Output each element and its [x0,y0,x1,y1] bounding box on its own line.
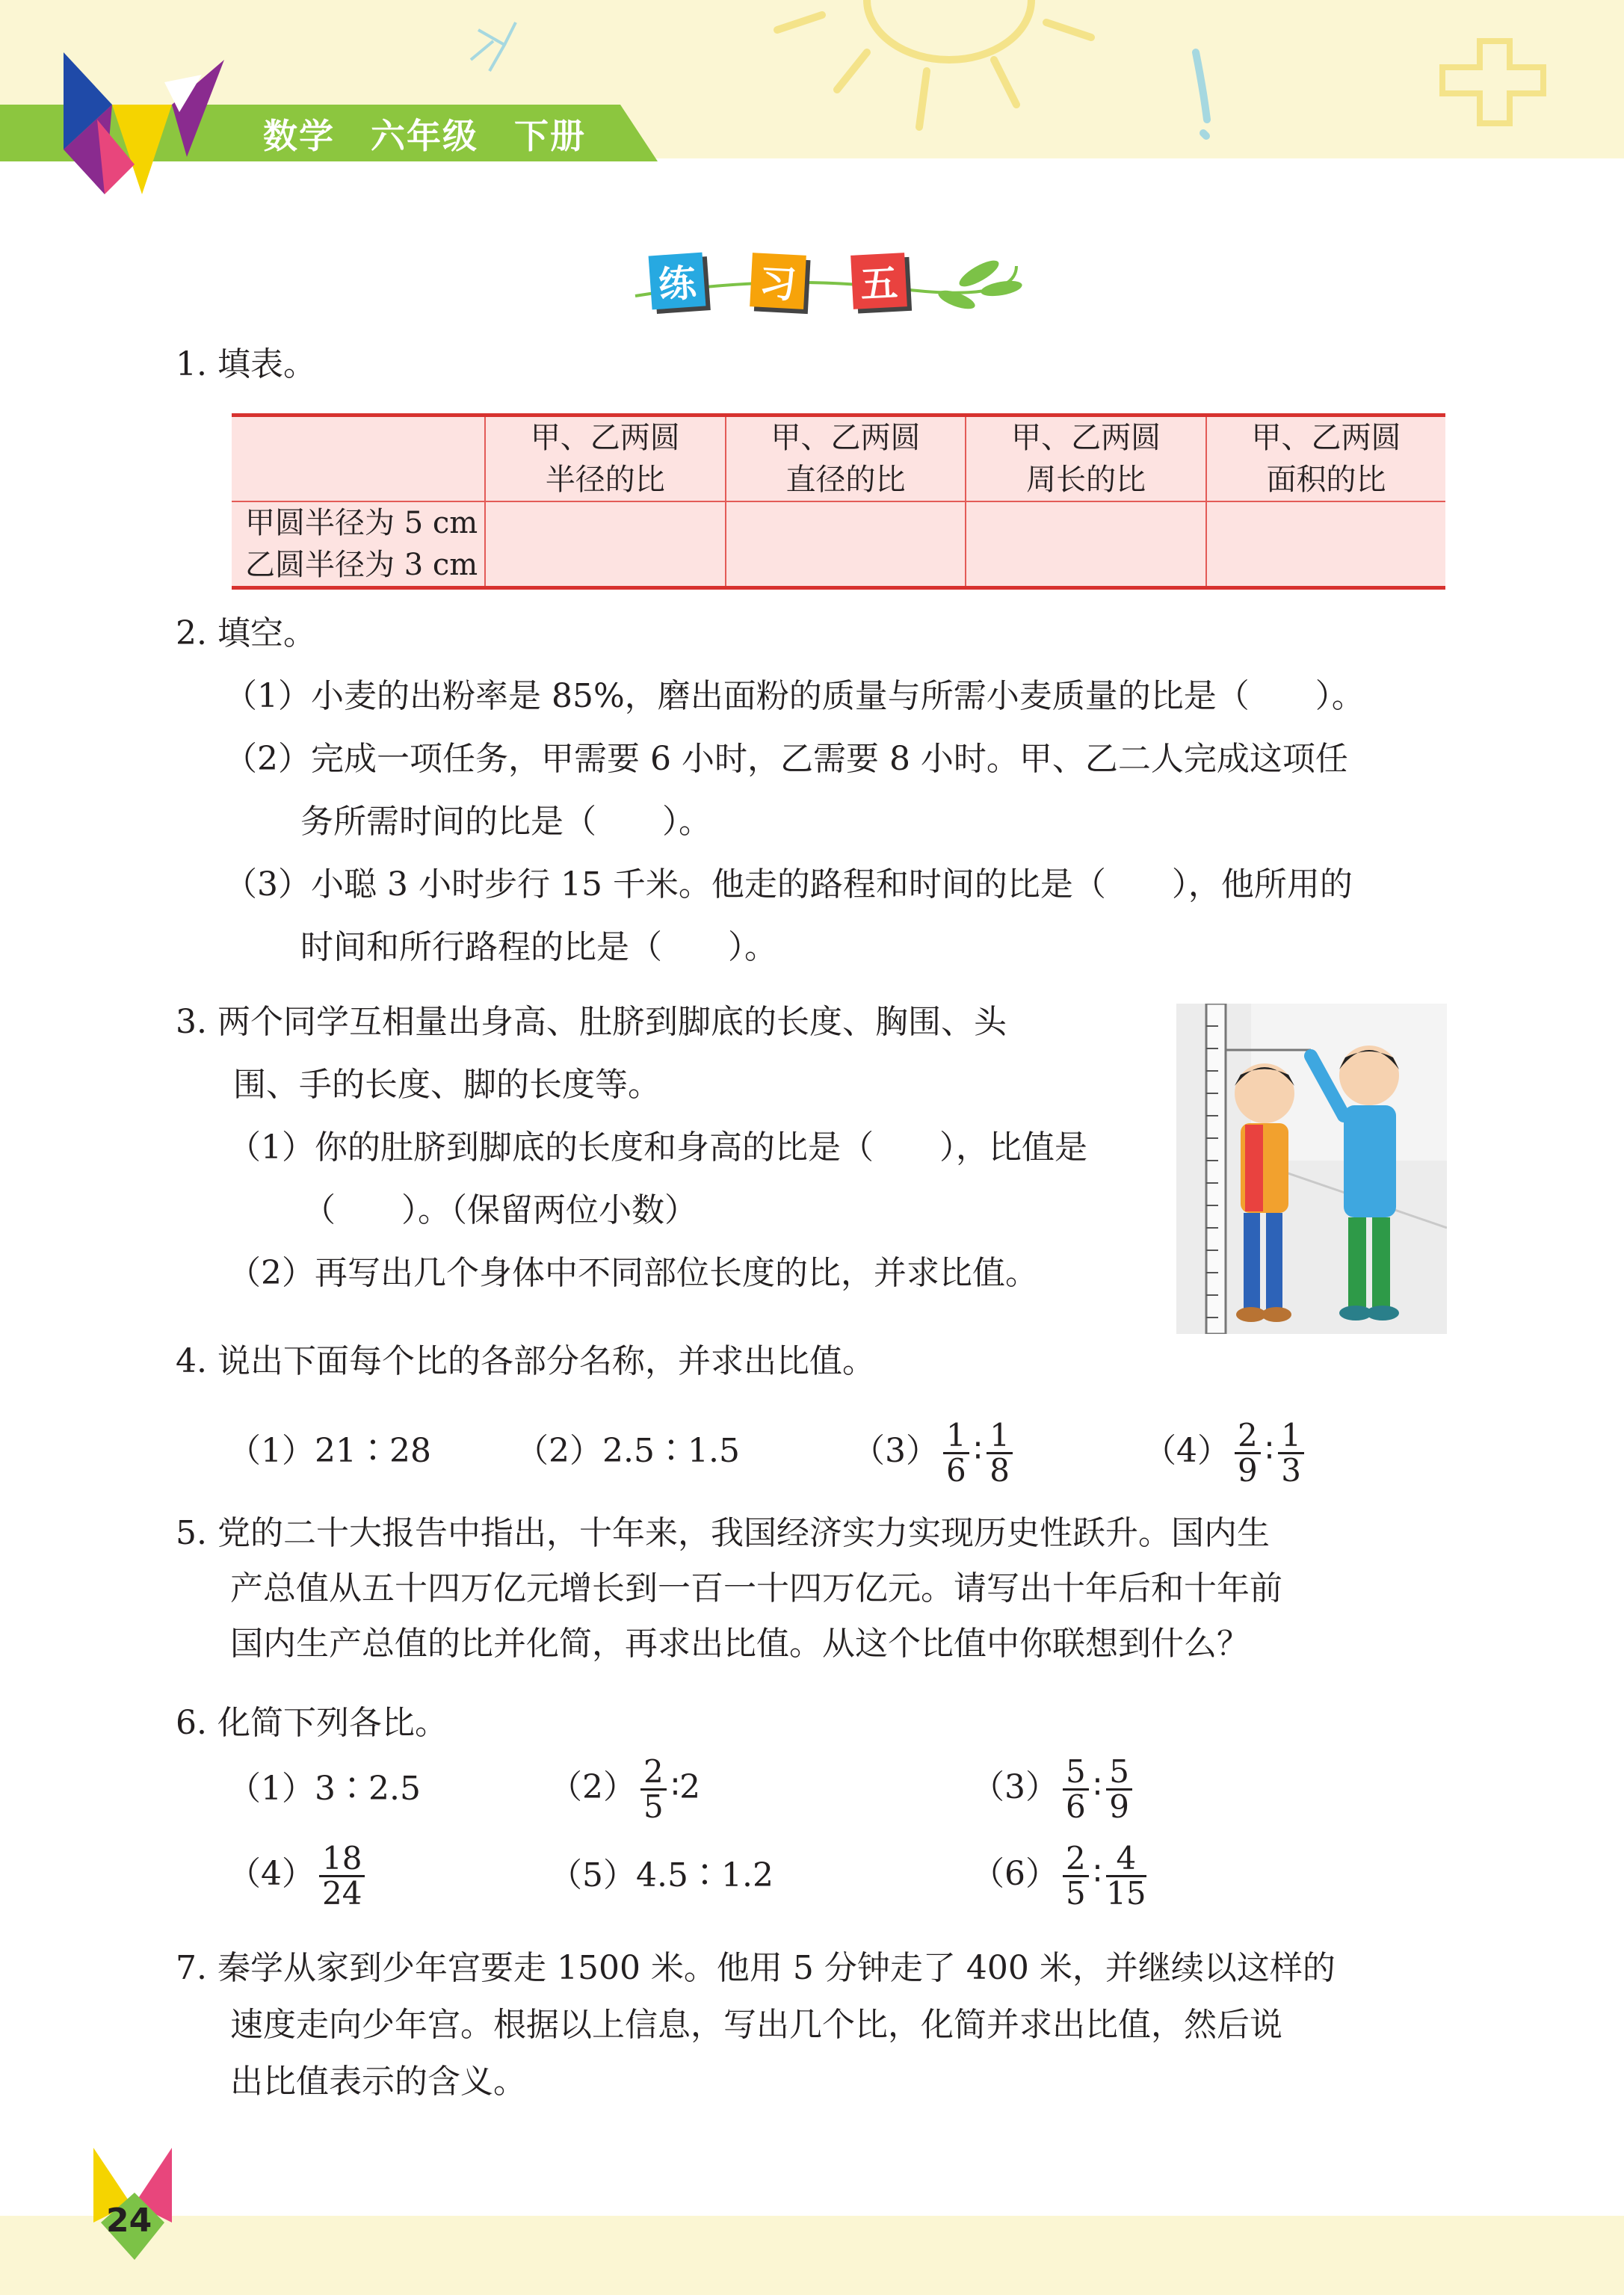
header-volume: 下册 [514,116,587,156]
star-doodle-icon [471,22,516,71]
q2-item-2: （2）完成一项任务，甲需要 6 小时，乙需要 8 小时。甲、乙二人完成这项任 [224,740,1348,778]
q4-item-2: （2）2.5∶1.5 [516,1432,740,1470]
q6-item-6: （6） $\frac{2}{5}$ ∶ $\frac{4}{15}$ [972,1840,1146,1912]
q3-heading [176,1000,1007,1045]
q6-item-2: （2） $\frac{2}{5}$ ∶2 [549,1753,701,1825]
q4-number: 4. [176,1342,207,1380]
q4-item-1: （1）21∶28 [228,1432,431,1470]
q7-line-2: 速度走向少年宫。根据以上信息，写出几个比，化简并求出比值，然后说 [230,2006,1282,2044]
q2-item-3: （3）小聪 3 小时步行 15 千米。他走的路程和时间的比是（ ），他所用的 [224,865,1353,904]
q3-line-1: 两个同学互相量出身高、肚脐到脚底的长度、胸围、头 [217,1003,1007,1041]
q5-number: 5. [176,1514,207,1552]
q3-number: 3. [176,1003,207,1041]
footer-background [0,2216,1624,2295]
q6-item-3: （3） $\frac{5}{6}$ ∶ $\frac{5}{9}$ [972,1750,1137,1825]
q5-line-2: 产总值从五十四万亿元增长到一百一十四万亿元。请写出十年后和十年前 [230,1569,1282,1607]
page-number: 24 [106,2202,152,2240]
q4-item-4: （4） $\frac{2}{9}$ ∶ $\frac{1}{3}$ [1143,1414,1309,1489]
exclamation-doodle-icon [1196,52,1207,136]
q6-item-4: （4） $\frac{18}{24}$ [228,1837,369,1912]
q7-line-1: 秦学从家到少年宫要走 1500 米。他用 5 分钟走了 400 米，并继续以这样的 [217,1949,1336,1987]
q6-item-1: （1）3∶2.5 [228,1770,421,1808]
q6-heading [176,1701,448,1746]
table-header-cell: 甲、乙两圆 直径的比 [726,416,966,502]
fraction: $\frac{1}{3}$ [1278,1419,1304,1487]
table-header-cell: 甲、乙两圆 周长的比 [966,416,1206,502]
q1-text: 填表。 [217,345,316,383]
q5-line-3: 国内生产总值的比并化简，再求出比值。从这个比值中你联想到什么？ [230,1625,1250,1663]
q2-item-2-cont: 务所需时间的比是（ ）。 [300,803,711,841]
q1-number: 1. [176,345,207,383]
q4-text: 说出下面每个比的各部分名称，并求出比值。 [217,1342,875,1380]
fraction: $\frac{1}{8}$ [987,1419,1013,1487]
section-title [613,244,1031,333]
fraction: $\frac{18}{24}$ [319,1842,365,1910]
q2-number: 2. [176,614,207,652]
title-char-1: 练 [649,253,706,310]
table-answer-cell[interactable] [485,501,726,588]
table-header-cell: 甲、乙两圆 半径的比 [485,416,726,502]
tangram-logo-icon [52,45,247,202]
fraction: $\frac{1}{6}$ [943,1419,969,1487]
fraction: $\frac{4}{15}$ [1106,1840,1146,1912]
q1-heading [176,342,316,387]
q3-item-1-cont: （ ）。（保留两位小数） [303,1191,697,1229]
title-char-3: 五 [850,253,907,309]
q4-heading [176,1339,875,1384]
fraction: $\frac{2}{5}$ [640,1755,667,1823]
header-title [263,109,586,158]
q6-text: 化简下列各比。 [217,1704,448,1742]
measuring-height-illustration [1176,1004,1447,1334]
q6-item-5: （5）4.5∶1.2 [549,1856,774,1894]
table-answer-cell[interactable] [1206,501,1445,588]
q5-heading [176,1511,1270,1556]
q5-line-1: 党的二十大报告中指出，十年来，我国经济实力实现历史性跃升。国内生 [217,1514,1270,1552]
q1-table [232,413,1445,590]
title-char-2: 习 [750,253,806,309]
fraction: $\frac{2}{5}$ [1063,1842,1089,1910]
q3-item-2: （2）再写出几个身体中不同部位长度的比，并求比值。 [228,1254,1038,1292]
table-corner-cell [232,416,485,502]
header-grade: 六年级 [371,116,479,156]
fraction: $\frac{5}{6}$ [1063,1755,1089,1823]
table-header-cell: 甲、乙两圆 面积的比 [1206,416,1445,502]
q4-item-3: （3） $\frac{1}{6}$ ∶ $\frac{1}{8}$ [852,1414,1017,1489]
sun-icon [777,0,1091,127]
q7-line-3: 出比值表示的含义。 [230,2063,526,2101]
table-answer-cell[interactable] [966,501,1206,588]
q2-text: 填空。 [217,614,316,652]
q2-heading [176,611,316,656]
table-answer-cell[interactable] [726,501,966,588]
q2-item-1: （1）小麦的出粉率是 85%，磨出面粉的质量与所需小麦质量的比是（ ）。 [224,677,1365,715]
fraction: $\frac{5}{9}$ [1106,1755,1132,1823]
q7-number: 7. [176,1949,207,1987]
q6-number: 6. [176,1704,207,1742]
q3-line-2: 围、手的长度、脚的长度等。 [233,1066,661,1104]
plus-doodle-icon [1442,41,1543,123]
header-subject: 数学 [263,116,335,156]
table-row [232,501,1445,588]
table-row-label: 甲圆半径为 5 cm 乙圆半径为 3 cm [232,501,485,588]
q2-item-3-cont: 时间和所行路程的比是（ ）。 [300,928,777,966]
q7-heading [176,1946,1336,1991]
q3-item-1: （1）你的肚脐到脚底的长度和身高的比是（ ），比值是 [228,1128,1087,1167]
table-header-row [232,416,1445,502]
fraction: $\frac{2}{9}$ [1235,1419,1261,1487]
